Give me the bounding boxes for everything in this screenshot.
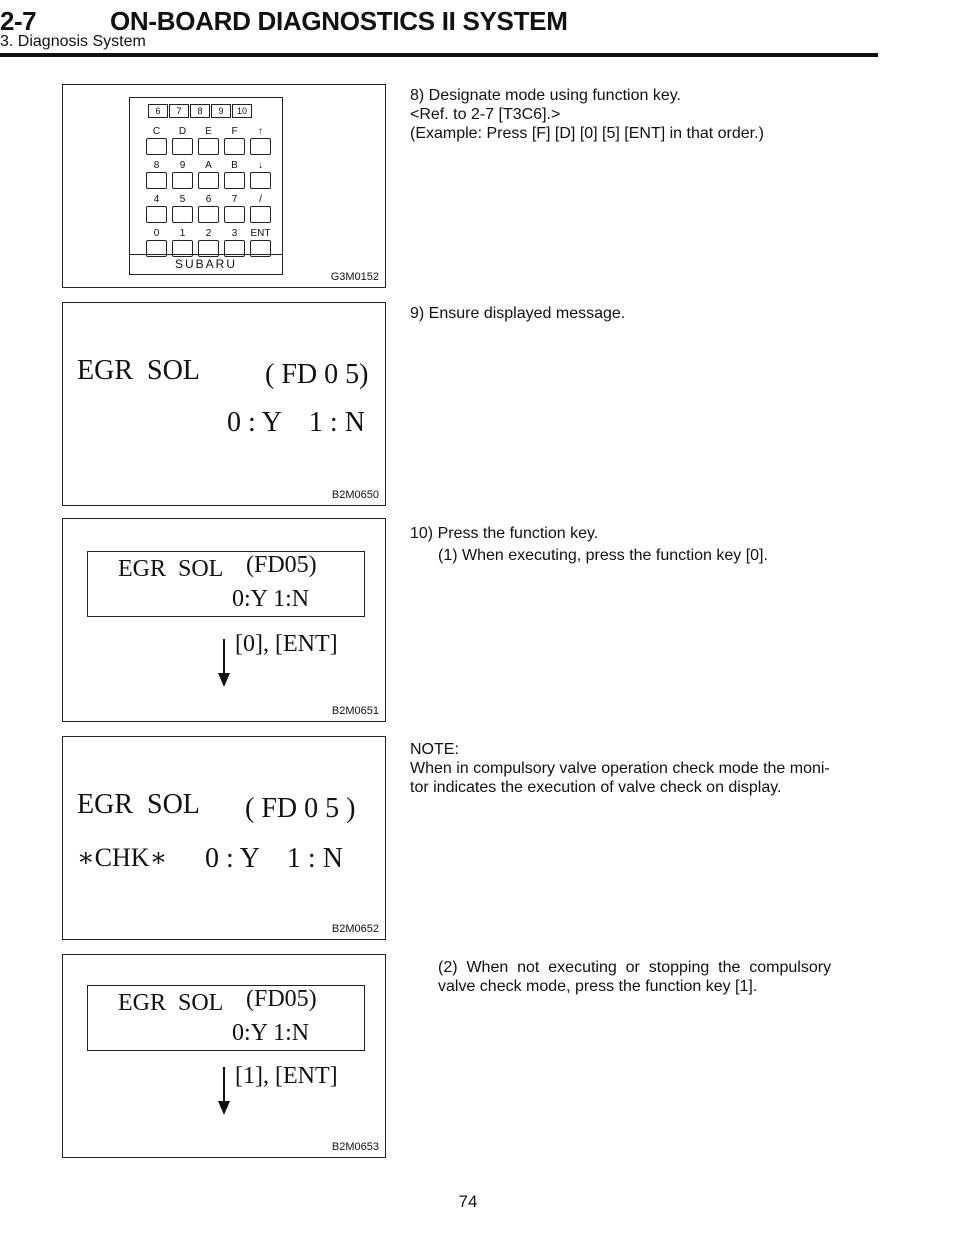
keypad-key-label: A [205, 160, 212, 171]
keypad-button [250, 206, 271, 223]
display-line1-right: ( FD 0 5) [265, 359, 369, 390]
keypad-key-label: E [205, 126, 212, 137]
page-title: ON-BOARD DIAGNOSTICS II SYSTEM [110, 6, 568, 36]
step-10-sub2 [438, 958, 831, 996]
key-sequence: [1], [ENT] [235, 1063, 338, 1089]
keypad-key-label: 2 [205, 228, 212, 239]
keypad-button [250, 138, 271, 155]
keypad-key-label: 6 [205, 194, 212, 205]
keypad-key-label: 7 [231, 194, 238, 205]
step-10-line1: 10) Press the function key. [410, 525, 599, 542]
keypad-key-label: 1 [179, 228, 186, 239]
keypad-key [146, 160, 167, 189]
keypad-top-key: 8 [190, 104, 210, 118]
key-sequence: [0], [ENT] [235, 631, 338, 657]
keypad-row [146, 228, 271, 257]
display-line2: 0:Y 1:N [232, 1020, 310, 1046]
keypad-button [250, 172, 271, 189]
step-10 [410, 524, 768, 565]
step-8-line1: 8) Designate mode using function key. [410, 87, 681, 104]
figure-display-key-1 [62, 954, 386, 1158]
keypad-top-key: 10 [232, 104, 252, 118]
keypad-key [250, 126, 271, 155]
keypad-button [198, 206, 219, 223]
display-box [87, 985, 365, 1051]
step-8-line3: (Example: Press [F] [D] [0] [5] [ENT] in that order.) [410, 125, 764, 142]
keypad-button [224, 138, 245, 155]
keypad-brand-logo: SUBARU [130, 254, 282, 271]
keypad-key-label: 9 [179, 160, 186, 171]
keypad-row [146, 194, 271, 223]
keypad-key-label: 5 [179, 194, 186, 205]
keypad-key-label: ↑ [258, 126, 263, 137]
figure-display-egr-sol [62, 302, 386, 506]
note-line2: tor indicates the execution of valve check on display. [410, 779, 782, 796]
keypad-key-label: C [152, 126, 161, 137]
keypad-illustration [129, 97, 283, 275]
header-rule [0, 53, 878, 57]
note-label: NOTE: [410, 741, 459, 758]
keypad-key [224, 194, 245, 223]
keypad-button [146, 138, 167, 155]
keypad-key [172, 160, 193, 189]
keypad-key [250, 228, 271, 257]
keypad-key [198, 126, 219, 155]
step-10-line2: (1) When executing, press the function key [0]. [438, 547, 768, 564]
page-number: 74 [458, 1192, 478, 1211]
keypad-button [224, 206, 245, 223]
keypad-top-key: 9 [211, 104, 231, 118]
section-code: 2-7 [0, 6, 37, 36]
keypad-key-label: 4 [153, 194, 160, 205]
keypad-key-label: F [231, 126, 238, 137]
note [410, 740, 830, 797]
keypad-key [224, 228, 245, 257]
figure-code: B2M0651 [331, 705, 379, 717]
keypad-key [146, 126, 167, 155]
display-line1-right: (FD05) [246, 552, 317, 578]
keypad-key [198, 160, 219, 189]
figure-keypad [62, 84, 386, 288]
keypad-key-label: D [178, 126, 187, 137]
figure-display-key-0 [62, 518, 386, 722]
keypad-key [224, 160, 245, 189]
figure-display-chk [62, 736, 386, 940]
display-box [87, 551, 365, 617]
display-line2-right: 0 : Y 1 : N [205, 843, 343, 874]
keypad-key [198, 228, 219, 257]
display-line2: 0:Y 1:N [232, 586, 310, 612]
keypad-key [172, 194, 193, 223]
keypad-key-label: 0 [153, 228, 160, 239]
page-subtitle: 3. Diagnosis System [0, 33, 146, 50]
keypad-button [172, 138, 193, 155]
step-9-line1: 9) Ensure displayed message. [410, 305, 626, 322]
step-10-sub2-line1: (2) When not executing or stopping the compulsory [438, 959, 832, 976]
keypad-key-label: / [259, 194, 262, 205]
keypad-button [198, 172, 219, 189]
keypad-button [198, 138, 219, 155]
keypad-key [172, 228, 193, 257]
keypad-key [172, 126, 193, 155]
display-line2-left: ∗CHK∗ [77, 843, 168, 872]
keypad-button [172, 206, 193, 223]
keypad-key [250, 194, 271, 223]
figure-code: B2M0652 [331, 923, 379, 935]
step-9 [410, 304, 625, 323]
display-line1-left: EGR SOL [77, 355, 200, 386]
display-line1-left: EGR SOL [118, 990, 224, 1016]
step-8-line2: <Ref. to 2-7 [T3C6].> [410, 106, 561, 123]
display-line1-right: (FD05) [246, 986, 317, 1012]
display-line1-left: EGR SOL [77, 789, 200, 820]
keypad-top-keys [148, 104, 252, 118]
display-line1-left: EGR SOL [118, 556, 224, 582]
keypad-key-label: 8 [153, 160, 160, 171]
keypad-button [146, 172, 167, 189]
keypad-key-label: ENT [250, 228, 271, 239]
note-line1: When in compulsory valve operation check mode the moni- [410, 760, 830, 777]
figure-code: G3M0152 [330, 271, 379, 283]
figure-code: B2M0650 [331, 489, 379, 501]
keypad-key [250, 160, 271, 189]
display-line2: 0 : Y 1 : N [227, 407, 365, 438]
step-10-sub2-line2: valve check mode, press the function key [1]. [438, 978, 758, 995]
keypad-key [198, 194, 219, 223]
keypad-button [146, 206, 167, 223]
keypad-key [146, 228, 167, 257]
keypad-key-label: B [231, 160, 238, 171]
keypad-row [146, 160, 271, 189]
keypad-top-key: 6 [148, 104, 168, 118]
step-8 [410, 86, 764, 143]
keypad-key-label: 3 [231, 228, 238, 239]
figure-code: B2M0653 [331, 1141, 379, 1153]
display-line1-right: ( FD 0 5 ) [245, 793, 356, 824]
keypad-button [172, 172, 193, 189]
keypad-button [224, 172, 245, 189]
keypad-key [224, 126, 245, 155]
keypad-key [146, 194, 167, 223]
keypad-top-key: 7 [169, 104, 189, 118]
keypad-row [146, 126, 271, 155]
arrow-down-icon [217, 1067, 231, 1117]
arrow-down-icon [217, 639, 231, 689]
keypad-key-label: ↓ [258, 160, 263, 171]
